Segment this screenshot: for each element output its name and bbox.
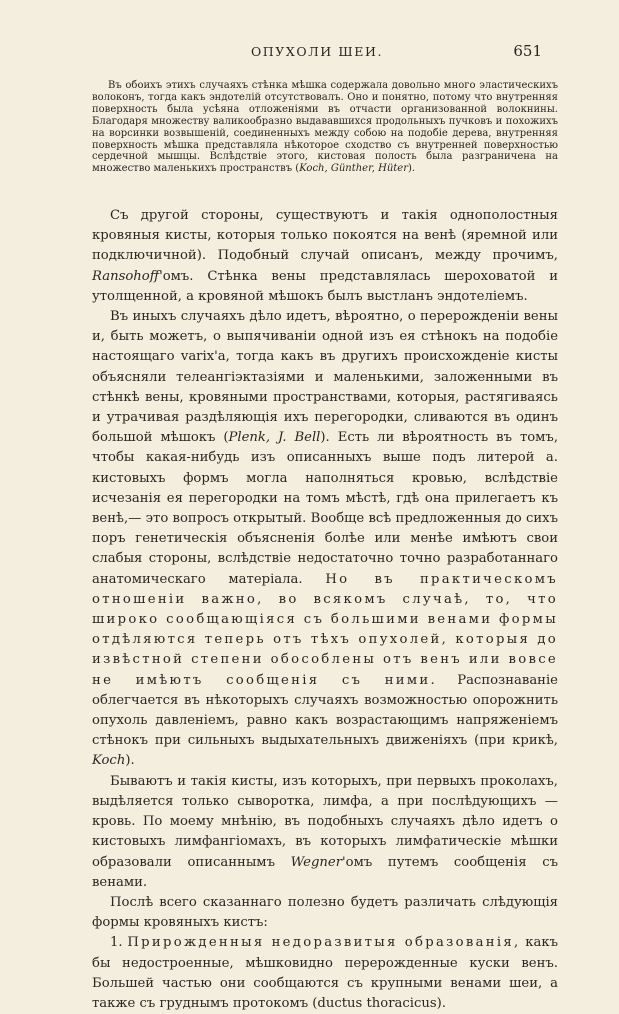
p5-spaced-emphasis: Прирожденныя недоразвитыя образованія, bbox=[127, 935, 521, 951]
p3-text-a: Бываютъ и такія кисты, изъ которыхъ, при первыхъ проколахъ, выдѣляется только сыворотка, лимфа, а при послѣдующихъ — кровь. По моему мнѣнію, въ подобныхъ случаяхъ дѣло идетъ о кистовыхъ лимфангіомахъ, въ которыхъ лимфатическіе мѣшки образовали описаннымъ bbox=[92, 773, 558, 870]
small-print-text bbox=[92, 80, 558, 175]
page-header bbox=[92, 44, 542, 66]
p3-text-b: 'омъ путемъ сообщенія съ венами. bbox=[92, 854, 558, 890]
p1-author: Ransohoff bbox=[92, 268, 160, 284]
cited-authors: Koch, Günther, Hüter bbox=[299, 163, 409, 175]
running-title: ОПУХОЛИ ШЕИ. bbox=[250, 44, 384, 59]
small-print-paragraph bbox=[92, 80, 558, 175]
p2-text-b: ). Есть ли вѣроятность въ томъ, чтобы какая-нибудь изъ описанныхъ выше подъ литерой а. кистовыхъ формъ могла наполняться кровью, вслѣдствіе исчезанія ея перегородки на томъ мѣстѣ, гдѣ она прилегаетъ къ венѣ,— это вопросъ открытый. Вообще всѣ предложенныя до сихъ поръ генетическія объясненія болѣе или менѣе имѣютъ свои слабыя стороны, вслѣдствіе недостаточно точно разработаннаго анатомическаго матеріала. bbox=[92, 430, 559, 587]
p5-text: какъ бы недостроенные, мѣшковидно перерожденные куски венъ. Большей частью они сообщаются съ крупными венами шеи, а также съ груднымъ протокомъ (ductus thoracicus). bbox=[92, 935, 558, 1011]
p2-author-2: Koch bbox=[92, 753, 126, 769]
p2-text-a: Въ иныхъ случаяхъ дѣло идетъ, вѣроятно, о перерожденіи вены и, быть можетъ, о выпячиваніи одной изъ ея стѣнокъ на подобіе настоящаго varix'а, тогда какъ въ другихъ происхожденіе кисты объясняли телеангіэктазіями и маленькими, заложенными въ стѣнкѣ вены, кровяными пространствами, которыя, растягиваясь и утрачивая раздѣляющія ихъ перегородки, сливаются въ одинъ большой мѣшокъ ( bbox=[92, 309, 558, 446]
page-number: 651 bbox=[513, 42, 542, 60]
p2-text-d: ). bbox=[125, 753, 135, 769]
paragraph-4 bbox=[92, 893, 558, 933]
paragraph-2 bbox=[92, 307, 558, 772]
main-text bbox=[92, 206, 558, 1014]
paragraph-3 bbox=[92, 772, 558, 893]
p1-text-b: 'омъ. Стѣнка вены представлялась шероховатой и утолщенной, а кровяной мѣшокъ былъ выстланъ эндотеліемъ. bbox=[92, 268, 558, 304]
small-print-body: Въ обоихъ этихъ случаяхъ стѣнка мѣшка содержала довольно много эластическихъ волоконъ, тогда какъ эндотелій отсутствовалъ. Оно и понятно, потому что внутренняя поверхность была усѣяна отложеніями въ отчасти организованной волокнины. Благодаря множеству валикообразно выдававшихся продольныхъ пучковъ и похожихъ на ворсинки возвышеній, соединенныхъ между собою на подобіе дерева, внутренняя поверхность мѣшка представляла нѣкоторое сходство съ внутренней поверхностью сердечной мышцы. Вслѣдствіе этого, кистовая полость была разграничена на множество маленькихъ пространствъ ( bbox=[92, 80, 558, 175]
small-print-end: ). bbox=[408, 163, 416, 175]
p4-text: Послѣ всего сказаннаго полезно будетъ различать слѣдующія формы кровяныхъ кистъ: bbox=[92, 894, 558, 931]
p2-spaced-emphasis: Но въ практическомъ отношеніи важно, во всякомъ случаѣ, то, что широко сообщающіяся съ большими венами формы отдѣляются теперь отъ тѣхъ опухолей, которыя до извѣстной степени обособлены отъ венъ или вовсе не имѣютъ сообщенія съ ними. bbox=[92, 571, 558, 688]
p2-text-c: Распознаваніе облегчается въ нѣкоторыхъ случаяхъ возможностью опорожнить опухоль давленіемъ, равно какъ возрастающимъ напряженіемъ стѣнокъ при сильныхъ выдыхательныхъ движеніяхъ (при крикѣ, bbox=[92, 672, 558, 749]
paragraph-5 bbox=[92, 933, 558, 1014]
p3-author: Wegner bbox=[290, 854, 342, 870]
paragraph-1 bbox=[92, 206, 558, 307]
p1-text-a: Съ другой стороны, существуютъ и такія однополостныя кровяныя кисты, которыя только покоятся на венѣ (яремной или подключичной). Подобный случай описанъ, между прочимъ, bbox=[92, 208, 558, 264]
p2-authors: Plenk, J. Bell bbox=[228, 430, 321, 446]
p5-number: 1. bbox=[110, 935, 128, 951]
